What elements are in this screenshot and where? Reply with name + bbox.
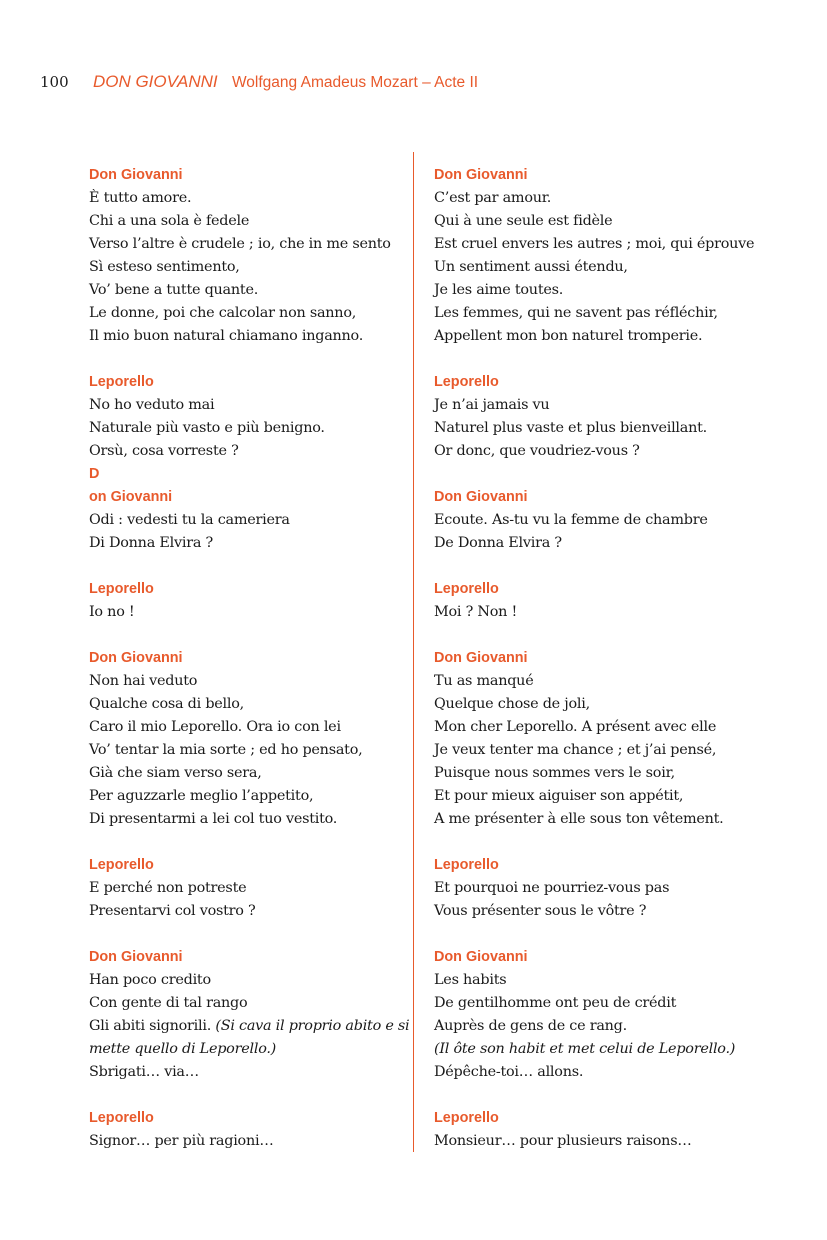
line-text: No ho veduto mai [89,397,215,413]
line-text: Vo’ tentar la mia sorte ; ed ho pensato, [89,742,363,758]
verse-line [89,279,419,302]
line-text: Orsù, cosa vorreste ? [89,443,239,459]
verse-line [434,601,804,624]
dialogue-block [434,578,804,624]
line-text: De gentilhomme ont peu de crédit [434,995,677,1011]
verse-line [434,900,804,923]
verse-line [434,762,804,785]
french-text-column [434,164,804,1176]
dialogue-block [89,647,419,831]
line-text: Di presentarmi a lei col tuo vestito. [89,811,338,827]
verse-line [89,877,419,900]
dialogue-block [434,486,804,555]
verse-line [434,187,804,210]
verse-line [434,969,804,992]
line-text: Et pourquoi ne pourriez-vous pas [434,880,670,896]
speaker-name: Leporello [89,857,154,873]
line-text: Est cruel envers les autres ; moi, qui éprouve [434,236,755,252]
verse-line [89,1130,419,1153]
line-text: Dépêche-toi… allons. [434,1064,584,1080]
verse-line [89,325,419,348]
line-text: Sì esteso sentimento, [89,259,240,275]
verse-line [434,509,804,532]
verse-line [89,670,419,693]
italian-text-column [89,164,419,1176]
verse-line [89,693,419,716]
verse-line [89,417,419,440]
dialogue-block [89,463,419,486]
line-text: Vo’ bene a tutte quante. [89,282,259,298]
verse-line [434,1061,804,1084]
dialogue-block [434,647,804,831]
verse-line [434,256,804,279]
verse-line [89,302,419,325]
line-text: Je les aime toutes. [434,282,564,298]
line-text: Puisque nous sommes vers le soir, [434,765,675,781]
stage-direction: (Si cava il proprio abito e si [215,1018,410,1034]
verse-line [89,210,419,233]
page-number: 100 [40,73,69,91]
dialogue-block [434,371,804,463]
verse-line [434,302,804,325]
speaker-name: D [89,466,100,482]
line-text: Han poco credito [89,972,211,988]
verse-line [89,785,419,808]
line-text: Di Donna Elvira ? [89,535,213,551]
speaker-name: Don Giovanni [89,650,183,666]
verse-line [434,1015,804,1038]
verse-line [89,233,419,256]
verse-line [434,877,804,900]
speaker-name: Leporello [434,374,499,390]
verse-line [434,670,804,693]
line-text: Ecoute. As-tu vu la femme de chambre [434,512,708,528]
verse-line [434,210,804,233]
line-text: Presentarvi col vostro ? [89,903,256,919]
verse-line [89,1061,419,1084]
line-text: Chi a una sola è fedele [89,213,250,229]
verse-line [434,417,804,440]
line-text: Caro il mio Leporello. Ora io con lei [89,719,341,735]
line-text: Le donne, poi che calcolar non sanno, [89,305,357,321]
line-text: Qualche cosa di bello, [89,696,244,712]
verse-line [89,762,419,785]
dialogue-block [434,854,804,923]
speaker-name: Leporello [89,1110,154,1126]
speaker-name: Leporello [89,374,154,390]
line-text: Gli abiti signorili. [89,1018,216,1034]
dialogue-block [89,371,419,463]
line-text: Mon cher Leporello. A présent avec elle [434,719,717,735]
speaker-name: Leporello [434,857,499,873]
line-text: Un sentiment aussi étendu, [434,259,628,275]
line-text: Et pour mieux aiguiser son appétit, [434,788,684,804]
line-text: Je veux tenter ma chance ; et j’ai pensé, [434,742,717,758]
dialogue-block [89,854,419,923]
verse-line [434,1038,804,1061]
dialogue-block [89,578,419,624]
verse-line [89,509,419,532]
line-text: Non hai veduto [89,673,198,689]
verse-line [89,256,419,279]
dialogue-block [89,486,419,555]
line-text: Per aguzzarle meglio l’appetito, [89,788,314,804]
speaker-name: Don Giovanni [434,650,528,666]
line-text: Les femmes, qui ne savent pas réfléchir, [434,305,718,321]
speaker-name: Don Giovanni [89,167,183,183]
verse-line [434,808,804,831]
line-text: Or donc, que voudriez-vous ? [434,443,640,459]
line-text: Auprès de gens de ce rang. [434,1018,627,1034]
line-text: Naturel plus vaste et plus bienveillant. [434,420,707,436]
verse-line [89,969,419,992]
line-text: Con gente di tal rango [89,995,248,1011]
speaker-name: Don Giovanni [89,949,183,965]
speaker-name: Don Giovanni [434,949,528,965]
speaker-name: Don Giovanni [434,489,528,505]
verse-line [89,1015,419,1038]
line-text: Odi : vedesti tu la cameriera [89,512,290,528]
line-text: Vous présenter sous le vôtre ? [434,903,647,919]
verse-line [434,532,804,555]
line-text: Verso l’altre è crudele ; io, che in me sento [89,236,391,252]
line-text: E perché non potreste [89,880,247,896]
line-text: Monsieur… pour plusieurs raisons… [434,1133,692,1149]
verse-line [89,394,419,417]
verse-line [89,808,419,831]
speaker-name: Leporello [434,581,499,597]
dialogue-block [89,1107,419,1153]
running-header [40,72,478,92]
speaker-name: on Giovanni [89,489,173,505]
line-text: De Donna Elvira ? [434,535,562,551]
verse-line [89,716,419,739]
column-divider [413,152,414,1152]
verse-line [434,233,804,256]
verse-line [89,1038,419,1061]
verse-line [434,279,804,302]
verse-line [89,739,419,762]
dialogue-block [89,946,419,1084]
verse-line [89,532,419,555]
verse-line [89,187,419,210]
line-text: Je n’ai jamais vu [434,397,550,413]
opera-title: DON GIOVANNI [92,72,218,91]
verse-line [89,900,419,923]
verse-line [89,992,419,1015]
header-subtitle: Wolfgang Amadeus Mozart – Acte II [231,74,479,91]
line-text: Signor… per più ragioni… [89,1133,274,1149]
line-text: Io no ! [89,604,135,620]
dialogue-block [89,164,419,348]
line-text: Già che siam verso sera, [89,765,262,781]
dialogue-block [434,1107,804,1153]
dialogue-block [434,164,804,348]
line-text: Qui à une seule est fidèle [434,213,613,229]
speaker-name: Leporello [434,1110,499,1126]
verse-line [434,440,804,463]
verse-line [434,992,804,1015]
verse-line [434,394,804,417]
verse-line [434,785,804,808]
line-text: Appellent mon bon naturel tromperie. [434,328,703,344]
verse-line [89,601,419,624]
line-text: Sbrigati… via… [89,1064,199,1080]
line-text: Il mio buon natural chiamano inganno. [89,328,364,344]
line-text: Tu as manqué [434,673,534,689]
verse-line [434,325,804,348]
verse-line [434,739,804,762]
verse-line [434,693,804,716]
line-text: È tutto amore. [89,190,192,206]
verse-line [434,716,804,739]
stage-direction: (Il ôte son habit et met celui de Leporello.) [434,1041,736,1057]
speaker-name: Leporello [89,581,154,597]
speaker-name: Don Giovanni [434,167,528,183]
line-text: Moi ? Non ! [434,604,517,620]
verse-line [89,440,419,463]
dialogue-block [434,946,804,1084]
verse-line [434,1130,804,1153]
line-text: Naturale più vasto e più benigno. [89,420,325,436]
line-text: Les habits [434,972,507,988]
stage-direction: mette quello di Leporello.) [89,1041,277,1057]
line-text: C’est par amour. [434,190,552,206]
line-text: Quelque chose de joli, [434,696,590,712]
line-text: A me présenter à elle sous ton vêtement. [434,811,724,827]
